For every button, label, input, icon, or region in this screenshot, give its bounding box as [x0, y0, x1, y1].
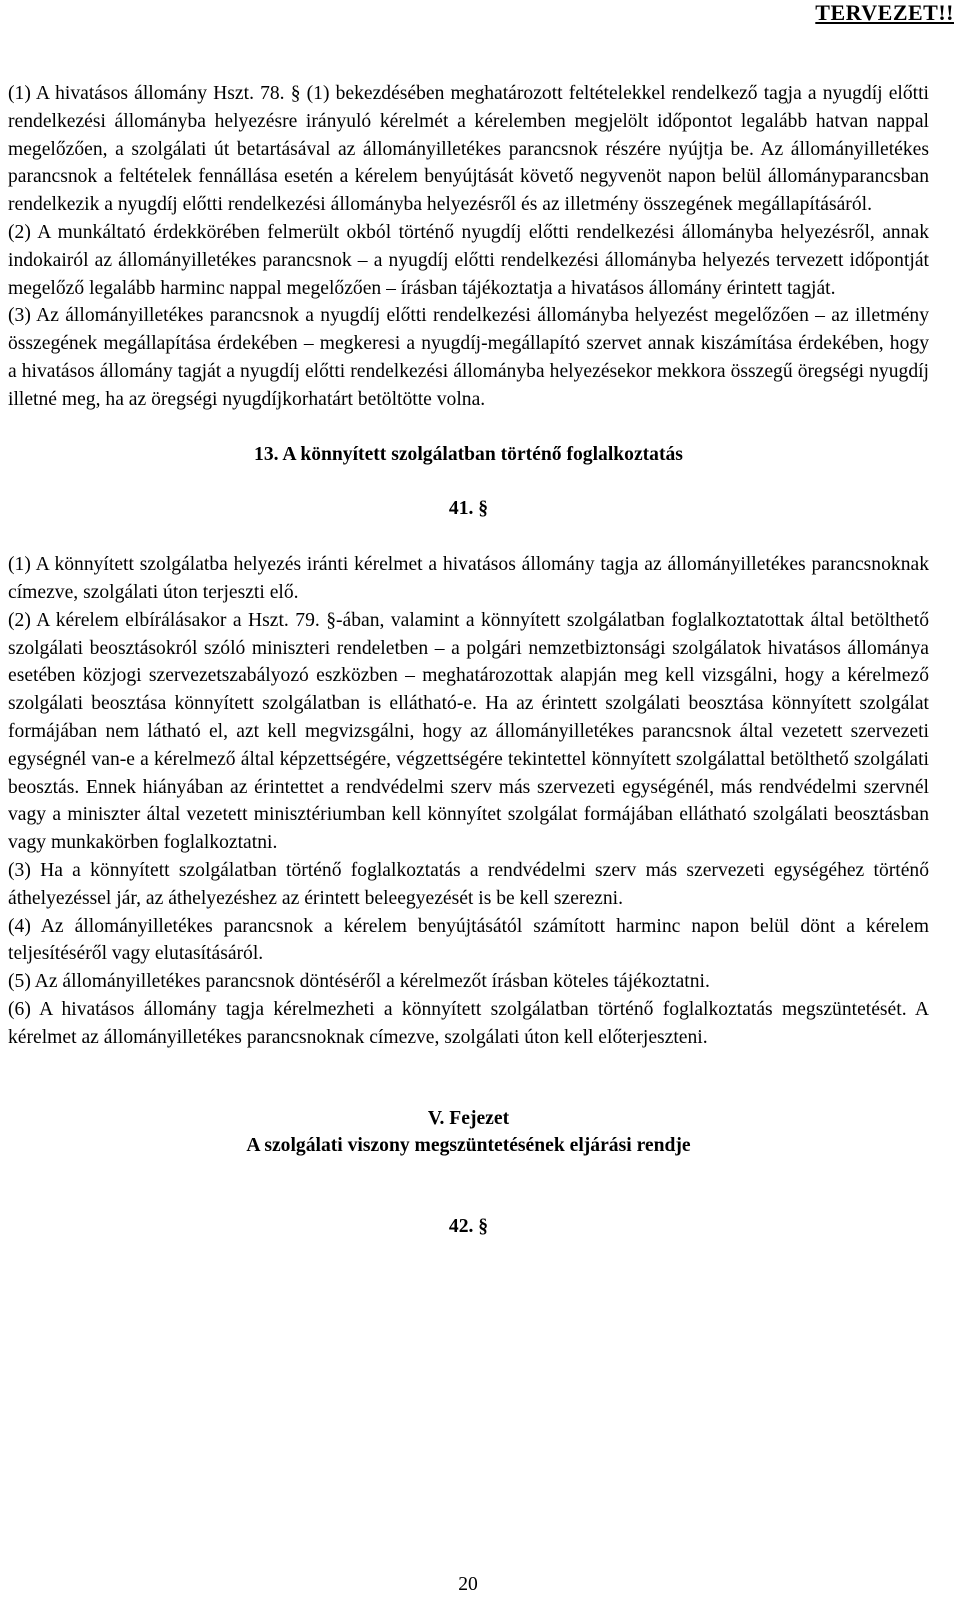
chapter-v-label: V. Fejezet [427, 1107, 510, 1129]
chapter-v-title: A szolgálati viszony megszüntetésének eljárási rendje [246, 1135, 691, 1157]
paragraph-41-6: (6) A hivatásos állomány tagja kérelmezheti a könnyített szolgálatban történő foglalkoztatás megszüntetését. A kérelmet az állományilletékes parancsnoknak címezve, szolgálati úton kell előterjeszteni. [8, 998, 929, 1048]
document-body [8, 80, 929, 1241]
paragraph-41-2: (2) A kérelem elbírálásakor a Hszt. 79. §-ában, valamint a könnyített szolgálatban foglalkoztatottak által betölthető szolgálati beosztásokról szóló miniszteri rendeletben – a polgári nemzetbiztonsági szolgálatok hivatásos állománya esetében közjogi szervezetszabályozó eszközben – meghatározottak alapján meg kell vizsgálni, hogy a kérelmező szolgálati beosztása könnyített szolgálatban is ellátható-e. Ha az érintett szolgálati beosztása könnyített szolgálat formájában nem látható el, azt kell megvizsgálni, hogy az állományilletékes parancsnok által vezetett szervezeti egységnél van-e a kérelmező által képzettségére, végzettségére tekintettel könnyített szolgálattal betölthető szolgálati beosztás. Ennek hiányában az érintettet a rendvédelmi szerv más szervezeti egységénél, más rendvédelmi szervnél vagy a miniszter által vezetett minisztériumban kell könnyítet szolgálat formájában ellátható szolgálati beosztásban vagy munkakörben foglalkoztatni. [8, 609, 929, 854]
draft-watermark: TERVEZET!! [815, 0, 954, 25]
paragraph-41-4: (4) Az állományilletékes parancsnok a kérelem benyújtásától számított harminc napon belül dönt a kérelem teljesítéséről vagy elutasításáról. [8, 915, 929, 965]
section-13-body [8, 551, 929, 1051]
page-number: 20 [458, 1574, 478, 1595]
section-13-title: 13. A könnyített szolgálatban történő foglalkoztatás [254, 443, 683, 465]
paragraph-42-number: 42. § [448, 1216, 489, 1238]
paragraph-40-2: (2) A munkáltató érdekkörében felmerült okból történő nyugdíj előtti rendelkezési állományba helyezésről, annak indokairól az állományilletékes parancsnok – a nyugdíj előtti rendelkezési állományba helyezés tervezett időpontját megelőző legalább harminc nappal megelőzően – írásban tájékoztatja a hivatásos állomány érintett tagját. [8, 221, 929, 299]
paragraph-41-5: (5) Az állományilletékes parancsnok döntéséről a kérelmezőt írásban köteles tájékoztatni. [8, 971, 710, 993]
paragraph-41-1: (1) A könnyített szolgálatba helyezés iránti kérelmet a hivatásos állomány tagja az állományilletékes parancsnoknak címezve, szolgálati úton terjeszti elő. [8, 554, 929, 603]
paragraph-40-3: (3) Az állományilletékes parancsnok a nyugdíj előtti rendelkezési állományba helyezést megelőzően – az illetmény összegének megállapítása érdekében – megkeresi a nyugdíj-megállapító szervet annak kiszámítása érdekében, hogy a hivatásos állomány tagját a nyugdíj előtti rendelkezési állományba helyezésekor mekkora összegű öregségi nyugdíj illetné meg, ha az öregségi nyugdíjkorhatárt betöltötte volna. [8, 305, 929, 410]
paragraph-41-number: 41. § [448, 498, 489, 520]
paragraph-41-3: (3) Ha a könnyített szolgálatban történő foglalkoztatás a rendvédelmi szerv más szervezeti egységéhez történő áthelyezéssel jár, az áthelyezéshez az érintett beleegyezését is be kell szerezni. [8, 859, 929, 909]
paragraph-40-1: (1) A hivatásos állomány Hszt. 78. § (1) bekezdésében meghatározott feltételekkel rendelkező tagja a nyugdíj előtti rendelkezési állományba helyezésre irányuló kérelmét a kérelemben megjelölt időpontot legalább hatvan nappal megelőzően, a szolgálati út betartásával az állományilletékes parancsnok részére nyújtja be. Az állományilletékes parancsnok a feltételek fennállása esetén a kérelem benyújtását követő negyvenöt napon belül állományparancsban rendelkezik a nyugdíj előtti rendelkezési állományba helyezésről és az illetmény összegének megállapításáról. [8, 83, 929, 216]
